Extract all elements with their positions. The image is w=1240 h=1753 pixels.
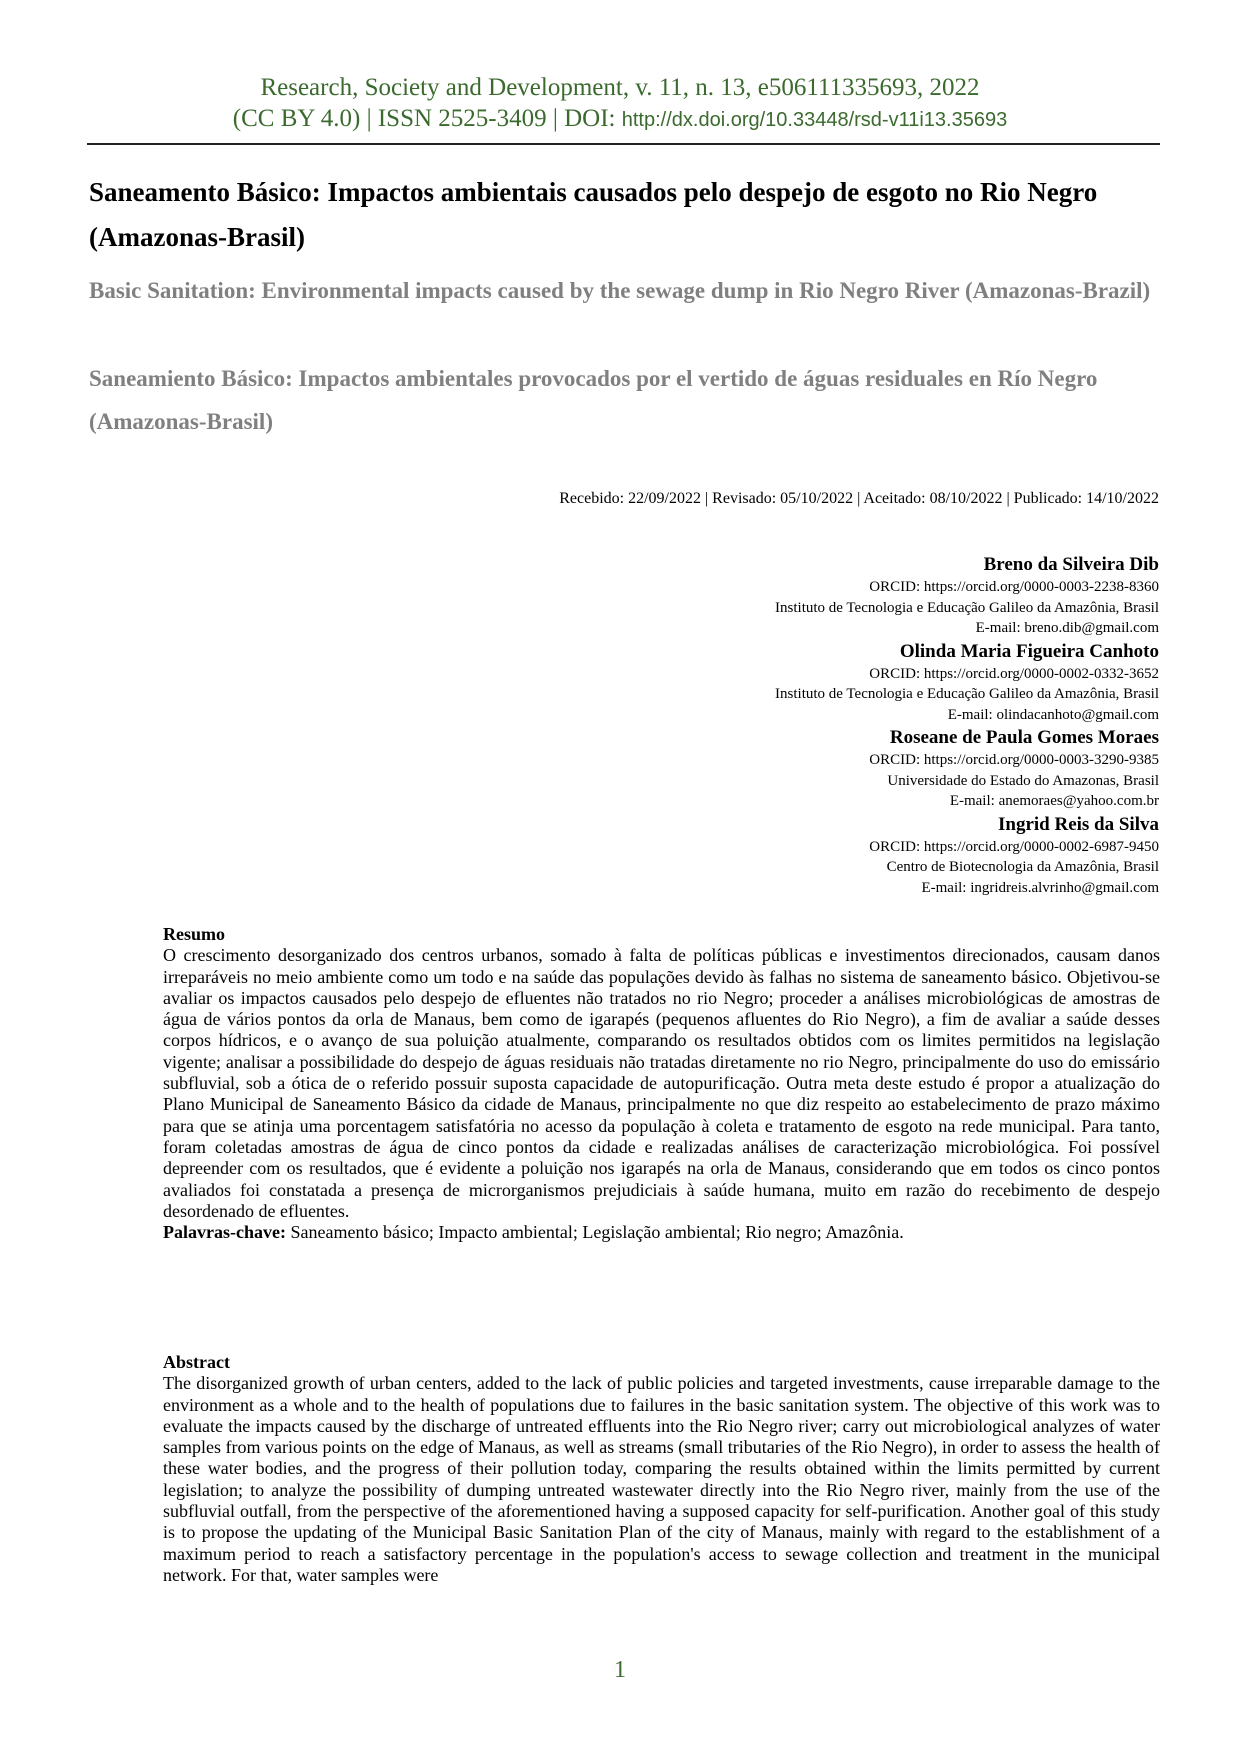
abstract-body: The disorganized growth of urban centers, added to the lack of public policies and targeted investments, cause irreparable damage to the environment as a whole and to the health of populations due to failures in the basic sanitation system. The objective of this work was to evaluate the impacts caused by the discharge of untreated effluents into the Rio Negro river; carry out microbiological analyzes of water samples from various points on the edge of Manaus, as well as streams (small tributaries of the Rio Negro), in order to assess the health of these water bodies, and the progress of their pollution today, comparing the results obtained within the limits permitted by current legislation; to analyze the possibility of dumping untreated wastewater directly into the Rio Negro river, mainly from the use of the subfluvial outfall, from the perspective of the aforementioned having a supposed capacity for self-purification. Another goal of this study is to propose the updating of the Municipal Basic Sanitation Plan of the city of Manaus, mainly with regard to the establishment of a maximum period to reach a satisfactory percentage in the population's access to sewage collection and treatment in the municipal network. For that, water samples were: [163, 1373, 1160, 1585]
article-title-en: Basic Sanitation: Environmental impacts caused by the sewage dump in Rio Negro River (Amazonas-Brazil): [89, 278, 1151, 303]
abstract-heading: Abstract: [163, 1352, 230, 1372]
author-orcid[interactable]: ORCID: https://orcid.org/0000-0002-0332-3652: [869, 665, 1159, 682]
publication-dates: Recebido: 22/09/2022 | Revisado: 05/10/2022 | Aceitado: 08/10/2022 | Publicado: 14/10/2022: [559, 490, 1159, 507]
keywords-label: Palavras-chave:: [163, 1222, 286, 1243]
journal-citation: Research, Society and Development, v. 11, n. 13, e506111335693, 2022: [260, 74, 980, 101]
author-email[interactable]: E-mail: breno.dib@gmail.com: [975, 620, 1159, 636]
author-block: [775, 552, 1159, 639]
license-issn-doi: [0, 103, 1240, 136]
keywords-pt: [163, 1222, 1160, 1243]
author-orcid[interactable]: ORCID: https://orcid.org/0000-0003-3290-9385: [869, 752, 1159, 768]
author-orcid[interactable]: ORCID: https://orcid.org/0000-0002-6987-9450: [869, 838, 1159, 855]
author-affiliation: Centro de Biotecnologia da Amazônia, Brasil: [886, 859, 1159, 875]
author-name: Olinda Maria Figueira Canhoto: [899, 640, 1159, 662]
author-email[interactable]: E-mail: olindacanhoto@gmail.com: [947, 706, 1159, 723]
author-orcid[interactable]: ORCID: https://orcid.org/0000-0003-2238-8360: [869, 579, 1159, 595]
license-issn: (CC BY 4.0) | ISSN 2525-3409 | DOI:: [232, 105, 622, 132]
author-name: Breno da Silveira Dib: [983, 554, 1159, 575]
doi-link[interactable]: http://dx.doi.org/10.33448/rsd-v11i13.35693: [621, 109, 1008, 131]
resumo-section: [163, 924, 1160, 1243]
abstract-section: [163, 1352, 1160, 1586]
author-block: [775, 639, 1159, 726]
author-affiliation: Instituto de Tecnologia e Educação Galileo da Amazônia, Brasil: [775, 686, 1159, 702]
resumo-heading: Resumo: [163, 924, 225, 944]
keywords-list: Saneamento básico; Impacto ambiental; Legislação ambiental; Rio negro; Amazônia.: [285, 1222, 904, 1243]
author-block: [775, 725, 1159, 812]
author-list: [775, 552, 1159, 898]
author-email[interactable]: E-mail: anemoraes@yahoo.com.br: [949, 793, 1159, 809]
author-name: Roseane de Paula Gomes Moraes: [889, 727, 1159, 748]
article-title-es: Saneamiento Básico: Impactos ambientales provocados por el vertido de águas residuales en Río Negro (Amazonas-Brasil): [89, 366, 1098, 434]
article-title-pt: Saneamento Básico: Impactos ambientais causados pelo despejo de esgoto no Rio Negro (Amazonas-Brasil): [89, 177, 1098, 252]
header-divider: [87, 143, 1160, 145]
author-affiliation: Instituto de Tecnologia e Educação Galileo da Amazônia, Brasil: [775, 599, 1159, 616]
page-number: 1: [614, 1657, 626, 1683]
author-name: Ingrid Reis da Silva: [997, 813, 1159, 835]
author-affiliation: Universidade do Estado do Amazonas, Brasil: [887, 772, 1159, 789]
journal-header: [0, 72, 1240, 136]
resumo-body: O crescimento desorganizado dos centros urbanos, somado à falta de políticas públicas e investimentos direcionados, causam danos irreparáveis no meio ambiente como um todo e na saúde das populações devido às falhas no sistema de saneamento básico. Objetivou-se avaliar os impactos causados pelo despejo de efluentes não tratados no rio Negro; proceder a análises microbiológicas de amostras de água de vários pontos da orla de Manaus, bem como de igarapés (pequenos afluentes do Rio Negro), a fim de avaliar a saúde desses corpos hídricos, e o avanço de sua poluição atualmente, comparando os resultados obtidos com os limites permitidos na legislação vigente; analisar a possibilidade do despejo de águas residuais não tratadas diretamente no rio Negro, principalmente do uso do emissário subfluvial, sob a ótica de o referido possuir suposta capacidade de autopurificação. Outra meta deste estudo é propor a atualização do Plano Municipal de Saneamento Básico da cidade de Manaus, principalmente no que diz respeito ao estabelecimento de prazo máximo para que se atinja uma porcentagem satisfatória no acesso da população à coleta e tratamento de esgoto na rede municipal. Para tanto, foram coletadas amostras de água de cinco pontos da cidade e realizadas análises de caracterização microbiológica. Foi possível depreender com os resultados, que é evidente a poluição nos igarapés na orla de Manaus, considerando que em todos os cinco pontos avaliados foi constatada a presença de microrganismos prejudiciais à saúde humana, muito em razão do recebimento de despejo desordenado de efluentes.: [163, 945, 1160, 1221]
author-block: [775, 812, 1159, 899]
author-email[interactable]: E-mail: ingridreis.alvrinho@gmail.com: [921, 879, 1159, 896]
